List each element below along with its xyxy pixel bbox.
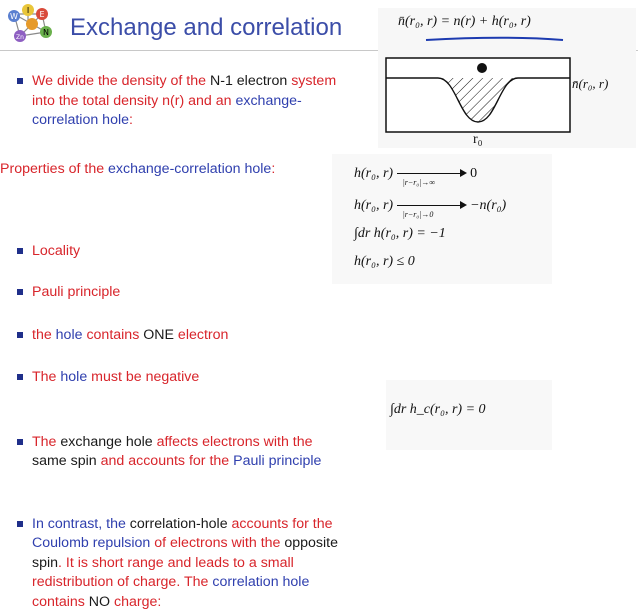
text-segment: : xyxy=(129,112,133,128)
limit-label: |r−r₀|→∞ xyxy=(403,178,436,187)
property-pauli xyxy=(14,283,638,303)
bullet-density-division xyxy=(14,72,402,131)
text-segment: opposite xyxy=(284,535,338,551)
bullet-exchange-hole xyxy=(14,433,392,472)
property-one-electron xyxy=(14,326,638,346)
text-segment: contains xyxy=(83,327,144,343)
limit-arrow xyxy=(397,201,467,211)
logo-letter-n: N xyxy=(43,28,49,37)
density-equation: n̄(r₀, r) = n(r) + h(r₀, r) xyxy=(398,14,531,30)
text-segment: The xyxy=(32,369,60,385)
text-segment: into the total density n(r) and an xyxy=(32,93,235,109)
text-segment: contains xyxy=(32,594,89,610)
properties-math-box xyxy=(332,154,552,284)
math-text: −n(r₀) xyxy=(470,198,506,213)
text-segment: Pauli principle xyxy=(32,284,120,300)
text-segment: Coulomb repulsion xyxy=(32,535,150,551)
text-segment: We divide the density of the xyxy=(32,73,210,89)
math-line-locality xyxy=(354,166,477,182)
limit-arrow xyxy=(397,169,467,179)
text-segment: redistribution of charge. The xyxy=(32,574,212,590)
correlation-sum-rule: ∫dr h_c(r₀, r) = 0 xyxy=(390,402,486,418)
text-segment: charge: xyxy=(110,594,161,610)
text-segment: spin xyxy=(32,555,58,571)
math-line-negative: h(r₀, r) ≤ 0 xyxy=(354,254,415,270)
text-segment: exchange-correlation hole xyxy=(108,161,271,177)
limit-label: |r−r₀|→0 xyxy=(403,210,434,219)
math-line-normalization: ∫dr h(r₀, r) = −1 xyxy=(354,226,446,242)
logo-letter-zn: Zn xyxy=(16,34,24,41)
side-density-label: n̄(r₀, r) xyxy=(572,76,608,92)
text-segment: must be negative xyxy=(87,369,199,385)
text-segment: Pauli principle xyxy=(233,453,321,469)
text-segment: same spin xyxy=(32,453,97,469)
properties-heading xyxy=(0,160,275,180)
text-segment: The xyxy=(32,434,60,450)
math-text: 0 xyxy=(470,166,477,181)
text-segment: ONE xyxy=(143,327,174,343)
text-segment: exchange hole xyxy=(60,434,152,450)
text-segment: . It is short range and leads to a small xyxy=(58,555,294,571)
text-segment: affects electrons with the xyxy=(153,434,313,450)
math-text: h(r₀, r) xyxy=(354,166,393,181)
text-segment: correlation hole xyxy=(32,112,129,128)
atom-logo xyxy=(2,2,60,46)
text-segment: N-1 electron xyxy=(210,73,287,89)
text-segment: : xyxy=(271,161,275,177)
text-segment: of electrons with the xyxy=(150,535,284,551)
text-segment: In contrast, the xyxy=(32,516,130,532)
text-segment: correlation hole xyxy=(212,574,309,590)
text-segment: accounts for the xyxy=(228,516,333,532)
logo-letter-i: I xyxy=(27,6,29,15)
text-segment: Properties of the xyxy=(0,161,108,177)
bullet-correlation-hole xyxy=(14,515,402,612)
text-segment: exchange- xyxy=(235,93,301,109)
text-segment: and accounts for the xyxy=(97,453,233,469)
text-segment: NO xyxy=(89,594,110,610)
r0-label: r₀ xyxy=(473,132,483,148)
text-segment: hole xyxy=(56,327,83,343)
electron-dot xyxy=(477,63,487,73)
logo-letter-w: W xyxy=(10,12,18,21)
text-segment: the xyxy=(32,327,56,343)
text-segment: Locality xyxy=(32,243,80,259)
text-segment: electron xyxy=(174,327,228,343)
logo-letter-e: E xyxy=(39,10,44,19)
text-segment: system xyxy=(287,73,336,89)
slide-title: Exchange and correlation xyxy=(70,14,342,42)
correlation-math-box xyxy=(386,380,552,450)
text-segment: correlation-hole xyxy=(130,516,228,532)
math-line-pauli xyxy=(354,198,506,214)
math-text: h(r₀, r) xyxy=(354,198,393,213)
underline-stroke xyxy=(426,38,563,40)
text-segment: hole xyxy=(60,369,87,385)
